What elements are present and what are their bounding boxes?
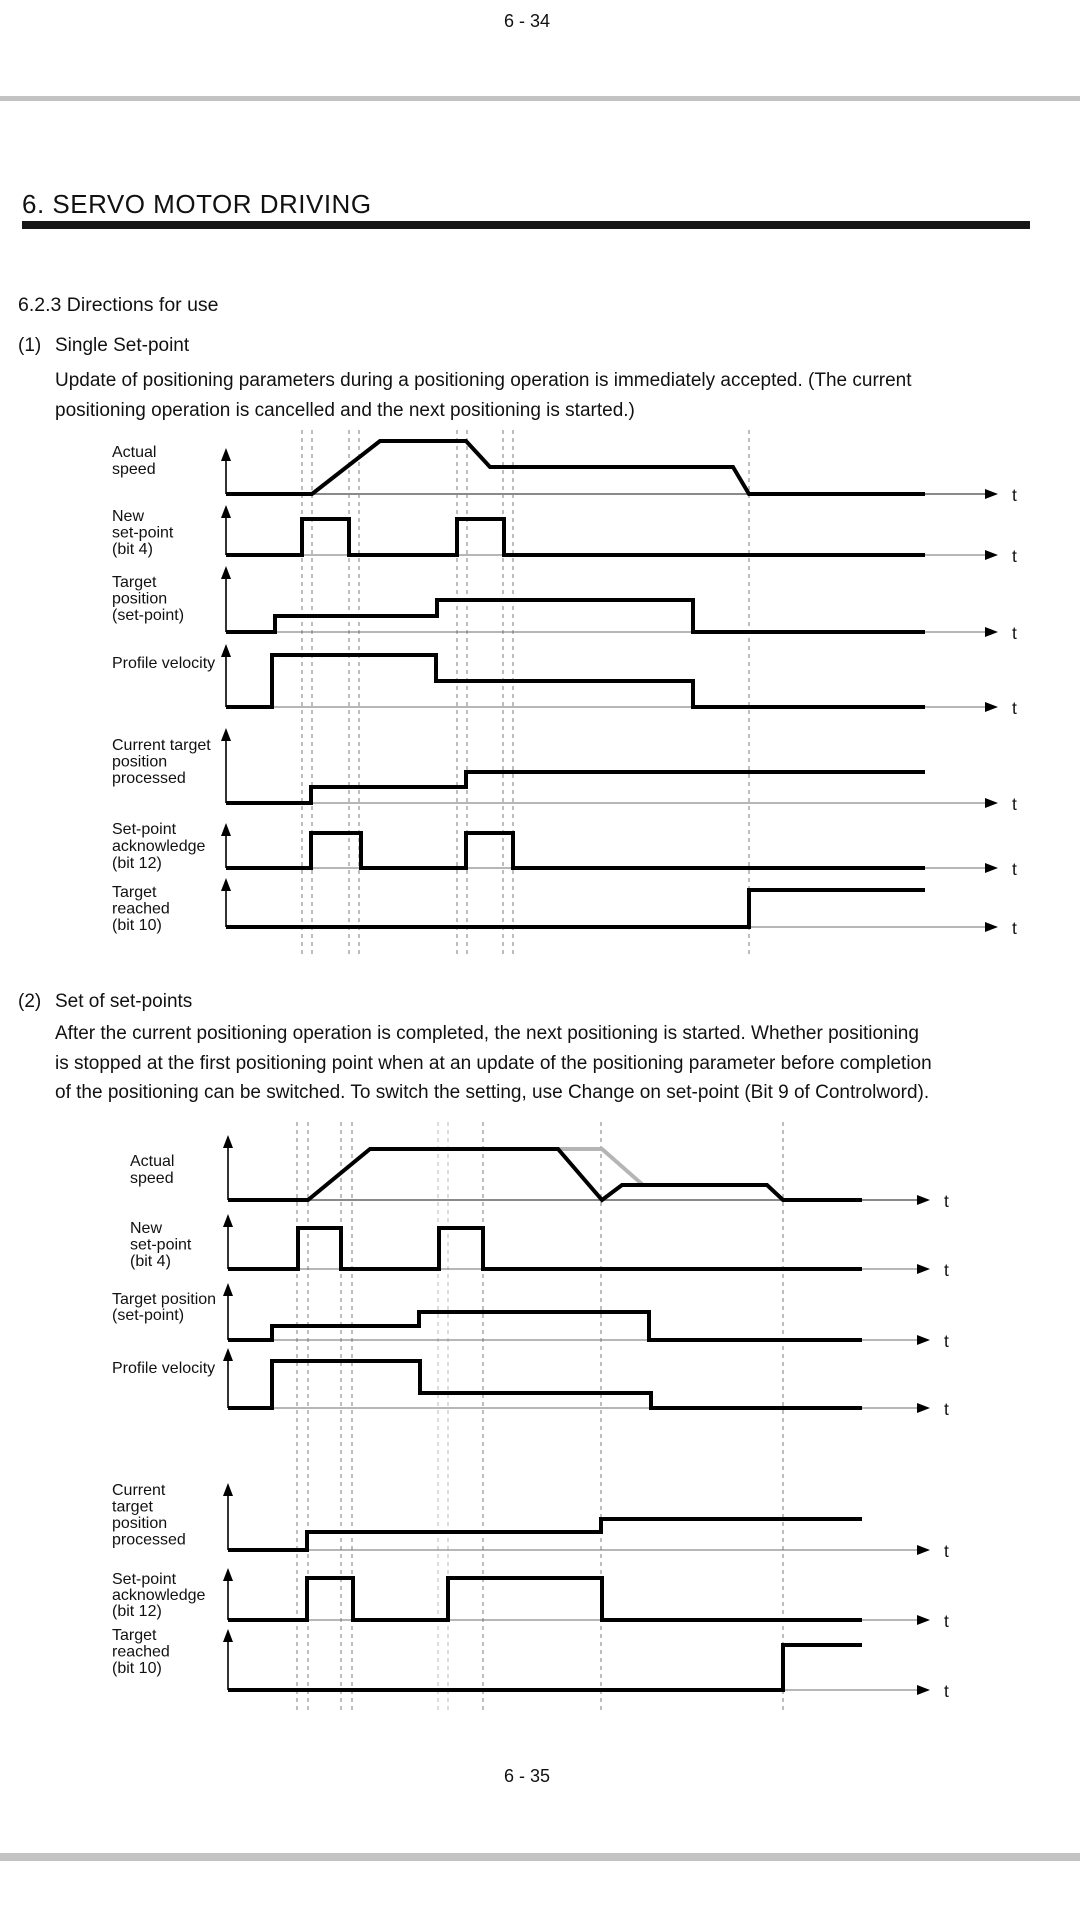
signal-label: position xyxy=(112,1515,168,1532)
body-line: positioning operation is cancelled and the next positioning is started.) xyxy=(55,399,635,421)
time-axis-arrow xyxy=(985,922,998,932)
time-axis-label: t xyxy=(1012,623,1017,643)
time-axis-arrow xyxy=(917,1335,930,1345)
signal-waveform xyxy=(226,833,925,868)
body-line: is stopped at the first positioning point when at an update of the positioning parameter before completion xyxy=(55,1052,932,1074)
signal-label: New xyxy=(130,1220,163,1237)
signal-label: acknowledge xyxy=(112,1587,206,1604)
signal-label: (set-point) xyxy=(112,1307,185,1324)
signal-row xyxy=(112,1568,949,1631)
signal-label: target xyxy=(112,1498,153,1516)
signal-label: (bit 4) xyxy=(112,541,153,558)
signal-waveform xyxy=(228,1312,862,1340)
time-axis-arrow xyxy=(917,1403,930,1413)
signal-waveform xyxy=(228,1519,862,1550)
set-of-set-points-timing xyxy=(112,1122,949,1710)
signal-waveform xyxy=(226,519,925,555)
signal-waveform xyxy=(226,772,925,803)
signal-label: reached xyxy=(112,1643,170,1661)
value-axis-arrow xyxy=(223,1348,233,1361)
footer-divider xyxy=(0,1853,1080,1861)
signal-row xyxy=(112,1348,949,1419)
time-axis-label: t xyxy=(944,1331,949,1351)
signal-label: Current target xyxy=(112,737,211,754)
time-axis-label: t xyxy=(1012,794,1017,814)
time-axis-arrow xyxy=(917,1685,930,1695)
list-marker-2: (2) xyxy=(18,991,42,1012)
time-axis-label: t xyxy=(944,1191,949,1211)
signal-waveform xyxy=(228,1149,862,1200)
time-axis-arrow xyxy=(985,798,998,808)
time-axis-label: t xyxy=(1012,859,1017,879)
time-axis-arrow xyxy=(985,627,998,637)
time-axis-label: t xyxy=(1012,918,1017,938)
signal-label: acknowledge xyxy=(112,838,206,855)
body-line: of the positioning can be switched. To switch the setting, use Change on set-point (Bit 9 of Controlword). xyxy=(55,1082,930,1103)
signal-label: (bit 4) xyxy=(130,1253,171,1270)
signal-label: Target xyxy=(112,884,157,901)
time-axis-label: t xyxy=(944,1611,949,1631)
time-axis-arrow xyxy=(985,702,998,712)
signal-row xyxy=(130,1135,949,1211)
signal-waveform xyxy=(226,890,925,927)
value-axis-arrow xyxy=(221,644,231,657)
time-axis-arrow xyxy=(985,489,998,499)
body-line: After the current positioning operation is completed, the next positioning is started. Whether positioning xyxy=(55,1023,919,1044)
signal-label: (bit 10) xyxy=(112,917,162,934)
signal-label: Current xyxy=(112,1482,166,1499)
signal-waveform xyxy=(226,655,925,707)
signal-label: Profile velocity xyxy=(112,1360,216,1377)
signal-waveform xyxy=(226,441,925,494)
chapter-heading: 6. SERVO MOTOR DRIVING xyxy=(22,189,372,219)
signal-label: Target position xyxy=(112,1291,217,1308)
signal-row xyxy=(112,441,1017,505)
signal-label: Actual xyxy=(112,444,157,461)
signal-row xyxy=(130,1214,949,1280)
time-axis-arrow xyxy=(985,863,998,873)
signal-label: position xyxy=(112,590,168,608)
signal-label: (set-point) xyxy=(112,607,185,624)
signal-label: set-point xyxy=(130,1236,192,1254)
signal-row xyxy=(112,1482,949,1561)
time-axis-label: t xyxy=(944,1260,949,1280)
signal-row xyxy=(112,728,1017,814)
body-line: Update of positioning parameters during a positioning operation is immediately accepted. (The current xyxy=(55,370,912,391)
value-axis-arrow xyxy=(223,1283,233,1296)
time-axis-label: t xyxy=(944,1541,949,1561)
time-axis-label: t xyxy=(1012,485,1017,505)
signal-label: speed xyxy=(130,1170,174,1187)
signal-label: Profile velocity xyxy=(112,655,216,672)
page-number-bottom: 6 - 35 xyxy=(503,1766,551,1786)
signal-row xyxy=(112,1283,949,1351)
section-heading: 6.2.3 Directions for use xyxy=(18,294,219,316)
signal-label: processed xyxy=(112,770,186,787)
signal-row xyxy=(112,644,1017,718)
signal-label: Actual xyxy=(130,1153,175,1170)
value-axis-arrow xyxy=(221,505,231,518)
signal-row xyxy=(112,566,1017,643)
page-number-top: 6 - 34 xyxy=(503,11,551,31)
signal-label: Set-point xyxy=(112,821,177,838)
list-marker-1: (1) xyxy=(18,335,42,356)
value-axis-arrow xyxy=(221,728,231,741)
time-axis-label: t xyxy=(944,1399,949,1419)
signal-waveform xyxy=(226,600,925,632)
signal-label: reached xyxy=(112,900,170,918)
time-axis-label: t xyxy=(1012,698,1017,718)
list-item-title-2: Set of set-points xyxy=(55,991,193,1012)
signal-label: speed xyxy=(112,461,156,478)
value-axis-arrow xyxy=(223,1214,233,1227)
signal-label: Set-point xyxy=(112,1571,177,1588)
value-axis-arrow xyxy=(221,878,231,891)
signal-label: (bit 12) xyxy=(112,855,162,872)
time-axis-arrow xyxy=(917,1264,930,1274)
signal-label: (bit 12) xyxy=(112,1603,162,1620)
signal-waveform xyxy=(228,1228,862,1269)
value-axis-arrow xyxy=(221,823,231,836)
time-axis-arrow xyxy=(917,1195,930,1205)
time-axis-arrow xyxy=(985,550,998,560)
value-axis-arrow xyxy=(221,566,231,579)
time-axis-label: t xyxy=(944,1681,949,1701)
signal-label: set-point xyxy=(112,524,174,542)
value-axis-arrow xyxy=(223,1629,233,1642)
signal-label: processed xyxy=(112,1531,186,1549)
signal-waveform xyxy=(228,1361,862,1408)
signal-label: Target xyxy=(112,574,157,591)
list-item-title-1: Single Set-point xyxy=(55,335,190,356)
value-axis-arrow xyxy=(223,1568,233,1581)
signal-label: Target xyxy=(112,1627,157,1644)
signal-row xyxy=(112,821,1017,879)
signal-label: position xyxy=(112,753,168,771)
signal-row xyxy=(112,1627,949,1701)
signal-row xyxy=(112,505,1017,566)
signal-waveform xyxy=(228,1645,862,1690)
signal-row xyxy=(112,878,1017,938)
value-axis-arrow xyxy=(223,1483,233,1496)
time-axis-arrow xyxy=(917,1615,930,1625)
signal-label: (bit 10) xyxy=(112,1660,162,1677)
value-axis-arrow xyxy=(223,1135,233,1148)
time-axis-label: t xyxy=(1012,546,1017,566)
signal-waveform xyxy=(228,1578,862,1620)
signal-label: New xyxy=(112,508,145,525)
time-axis-arrow xyxy=(917,1545,930,1555)
single-set-point-timing xyxy=(112,430,1017,955)
value-axis-arrow xyxy=(221,448,231,461)
